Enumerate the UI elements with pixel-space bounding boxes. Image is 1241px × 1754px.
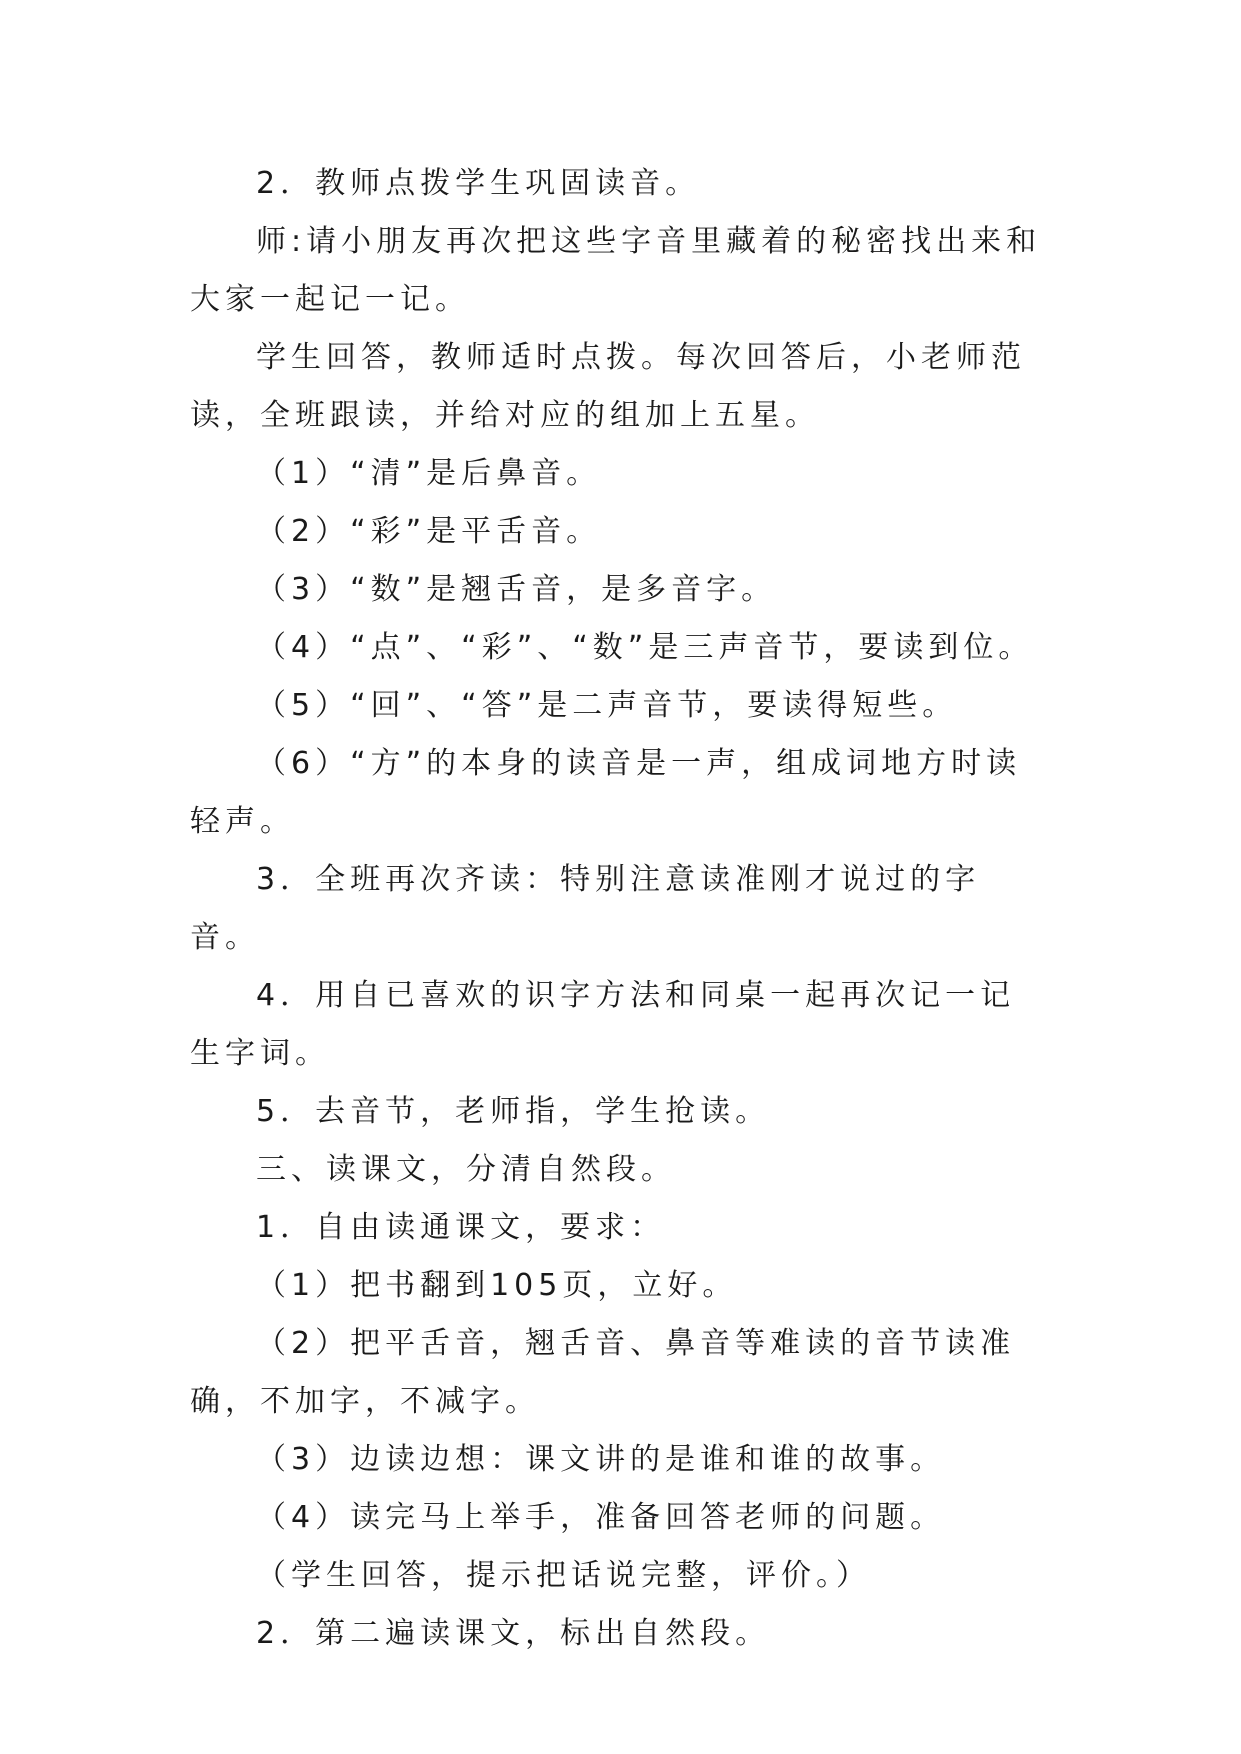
paragraph: （4）“点”、“彩”、“数”是三声音节，要读到位。 [256, 630, 1034, 665]
paragraph: （1）把书翻到105页，立好。 [256, 1268, 738, 1303]
paragraph: 师:请小朋友再次把这些字音里藏着的秘密找出来和大家一起记一记。 [190, 224, 1042, 317]
paragraph: （4）读完马上举手，准备回答老师的问题。 [256, 1500, 946, 1535]
paragraph: 3．全班再次齐读：特别注意读准刚才说过的字音。 [190, 862, 981, 955]
paragraph: （1）“清”是后鼻音。 [256, 456, 602, 491]
paragraph: 4．用自已喜欢的识字方法和同桌一起再次记一记生字词。 [190, 978, 1016, 1071]
paragraph: （2）“彩”是平舌音。 [256, 514, 602, 549]
paragraph: （学生回答，提示把话说完整，评价。） [256, 1558, 871, 1593]
paragraph: 5．去音节，老师指，学生抢读。 [256, 1094, 771, 1129]
document-body [190, 155, 1050, 1663]
paragraph: 三、读课文，分清自然段。 [256, 1152, 676, 1187]
paragraph: （3）边读边想：课文讲的是谁和谁的故事。 [256, 1442, 946, 1477]
paragraph: 1．自由读通课文，要求： [256, 1210, 666, 1245]
paragraph: 2．第二遍读课文，标出自然段。 [256, 1616, 771, 1651]
paragraph: （6）“方”的本身的读音是一声，组成词地方时读轻声。 [190, 746, 1022, 839]
paragraph: （5）“回”、“答”是二声音节，要读得短些。 [256, 688, 958, 723]
paragraph: （3）“数”是翘舌音，是多音字。 [256, 572, 777, 607]
paragraph: 2．教师点拨学生巩固读音。 [256, 166, 701, 201]
paragraph: （2）把平舌音，翘舌音、鼻音等难读的音节读准确，不加字，不减字。 [190, 1326, 1016, 1419]
paragraph: 学生回答，教师适时点拨。每次回答后，小老师范读，全班跟读，并给对应的组加上五星。 [190, 340, 1026, 433]
